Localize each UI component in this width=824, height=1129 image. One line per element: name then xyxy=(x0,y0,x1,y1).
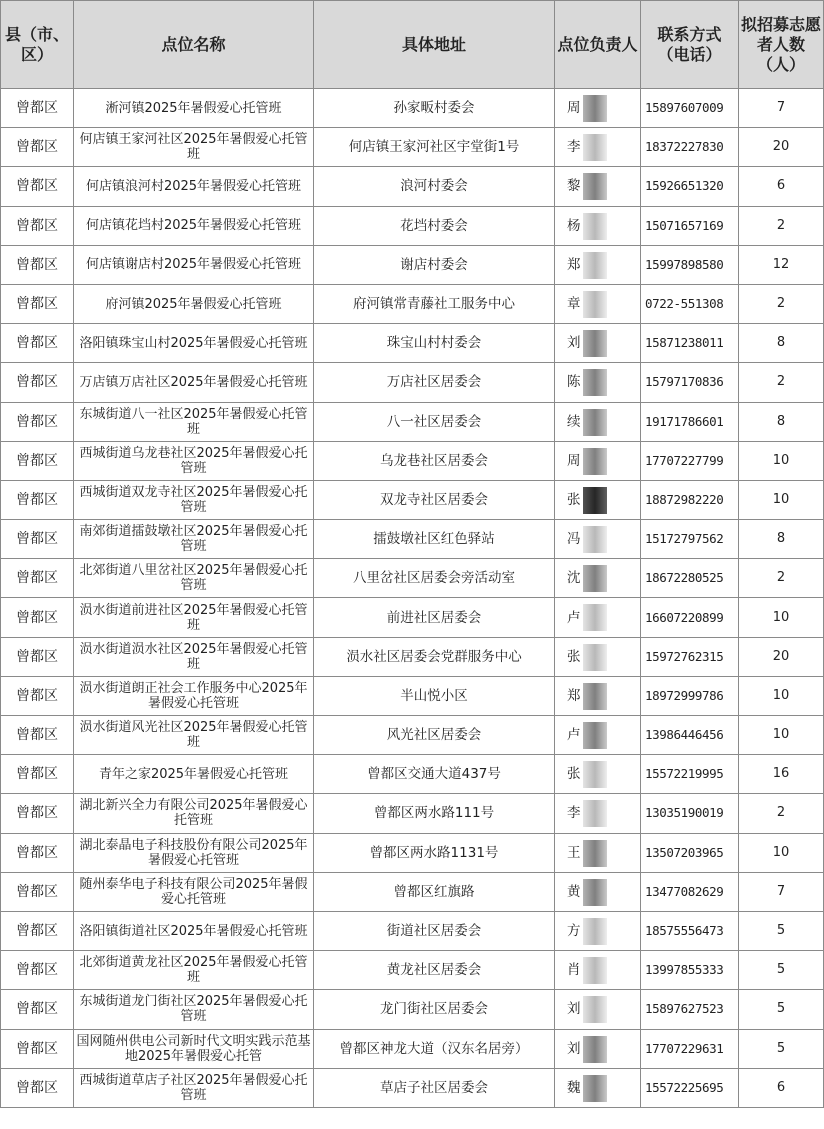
volunteer-count-cell: 12 xyxy=(739,245,824,284)
phone-cell: 17707227799 xyxy=(641,441,739,480)
address-cell: 双龙寺社区居委会 xyxy=(314,480,555,519)
person-cell xyxy=(555,128,641,167)
table-row xyxy=(1,1029,824,1068)
site-name-cell: 青年之家2025年暑假爱心托管班 xyxy=(74,755,314,794)
person-cell xyxy=(555,206,641,245)
table-row xyxy=(1,872,824,911)
redaction-mask xyxy=(583,487,607,514)
header-volunteer-count: 拟招募志愿者人数（人） xyxy=(739,1,824,89)
table-row xyxy=(1,911,824,950)
person-name: 王 xyxy=(567,844,581,861)
person-cell xyxy=(555,480,641,519)
volunteer-count-cell: 10 xyxy=(739,480,824,519)
site-name-cell: 湖北泰晶电子科技股份有限公司2025年暑假爱心托管班 xyxy=(74,833,314,872)
phone-cell: 15572225695 xyxy=(641,1068,739,1107)
person-cell xyxy=(555,89,641,128)
table-row xyxy=(1,520,824,559)
volunteer-count-cell: 20 xyxy=(739,128,824,167)
county-cell: 曾都区 xyxy=(1,480,74,519)
site-name-cell: 万店镇万店社区2025年暑假爱心托管班 xyxy=(74,363,314,402)
person-cell xyxy=(555,441,641,480)
phone-cell: 15172797562 xyxy=(641,520,739,559)
site-name-cell: 涢水街道朗正社会工作服务中心2025年暑假爱心托管班 xyxy=(74,676,314,715)
redaction-mask xyxy=(583,722,607,749)
person-name: 郑 xyxy=(567,687,581,704)
county-cell: 曾都区 xyxy=(1,951,74,990)
person-cell xyxy=(555,833,641,872)
phone-cell: 13035190019 xyxy=(641,794,739,833)
redaction-mask xyxy=(583,918,607,945)
table-row xyxy=(1,716,824,755)
county-cell: 曾都区 xyxy=(1,716,74,755)
person-cell xyxy=(555,559,641,598)
phone-cell: 15972762315 xyxy=(641,637,739,676)
phone-cell: 13477082629 xyxy=(641,872,739,911)
phone-cell: 15797170836 xyxy=(641,363,739,402)
volunteer-count-cell: 10 xyxy=(739,833,824,872)
site-name-cell: 洛阳镇街道社区2025年暑假爱心托管班 xyxy=(74,911,314,950)
site-name-cell: 湖北新兴全力有限公司2025年暑假爱心托管班 xyxy=(74,794,314,833)
table-row xyxy=(1,480,824,519)
person-name: 刘 xyxy=(567,1001,581,1018)
county-cell: 曾都区 xyxy=(1,1029,74,1068)
county-cell: 曾都区 xyxy=(1,990,74,1029)
phone-cell: 18575556473 xyxy=(641,911,739,950)
volunteer-count-cell: 2 xyxy=(739,206,824,245)
address-cell: 涢水社区居委会党群服务中心 xyxy=(314,637,555,676)
phone-cell: 13507203965 xyxy=(641,833,739,872)
redaction-mask xyxy=(583,800,607,827)
person-name: 张 xyxy=(567,766,581,783)
person-cell xyxy=(555,990,641,1029)
person-cell xyxy=(555,402,641,441)
address-cell: 府河镇常青藤社工服务中心 xyxy=(314,284,555,323)
person-cell xyxy=(555,245,641,284)
site-name-cell: 北郊街道八里岔社区2025年暑假爱心托管班 xyxy=(74,559,314,598)
phone-cell: 15071657169 xyxy=(641,206,739,245)
county-cell: 曾都区 xyxy=(1,89,74,128)
person-name: 刘 xyxy=(567,1040,581,1057)
person-name: 杨 xyxy=(567,217,581,234)
volunteer-count-cell: 7 xyxy=(739,872,824,911)
table-row xyxy=(1,598,824,637)
county-cell: 曾都区 xyxy=(1,755,74,794)
site-name-cell: 何店镇浪河村2025年暑假爱心托管班 xyxy=(74,167,314,206)
redaction-mask xyxy=(583,1036,607,1063)
volunteer-count-cell: 5 xyxy=(739,951,824,990)
site-name-cell: 西城街道双龙寺社区2025年暑假爱心托管班 xyxy=(74,480,314,519)
volunteer-count-cell: 6 xyxy=(739,167,824,206)
county-cell: 曾都区 xyxy=(1,833,74,872)
volunteer-count-cell: 8 xyxy=(739,520,824,559)
redaction-mask xyxy=(583,644,607,671)
person-cell xyxy=(555,716,641,755)
site-name-cell: 洛阳镇珠宝山村2025年暑假爱心托管班 xyxy=(74,324,314,363)
person-name: 冯 xyxy=(567,531,581,548)
volunteer-count-cell: 7 xyxy=(739,89,824,128)
person-cell xyxy=(555,1029,641,1068)
address-cell: 黄龙社区居委会 xyxy=(314,951,555,990)
table-row xyxy=(1,755,824,794)
person-name: 黄 xyxy=(567,883,581,900)
table-row xyxy=(1,167,824,206)
redaction-mask xyxy=(583,1075,607,1102)
county-cell: 曾都区 xyxy=(1,128,74,167)
redaction-mask xyxy=(583,957,607,984)
phone-cell: 18872982220 xyxy=(641,480,739,519)
address-cell: 花垱村委会 xyxy=(314,206,555,245)
volunteer-count-cell: 2 xyxy=(739,284,824,323)
table-row xyxy=(1,324,824,363)
header-county: 县（市、区） xyxy=(1,1,74,89)
table-row xyxy=(1,284,824,323)
person-cell xyxy=(555,1068,641,1107)
person-cell xyxy=(555,676,641,715)
redaction-mask xyxy=(583,252,607,279)
volunteer-count-cell: 5 xyxy=(739,1029,824,1068)
table-row xyxy=(1,128,824,167)
county-cell: 曾都区 xyxy=(1,402,74,441)
phone-cell: 18372227830 xyxy=(641,128,739,167)
person-cell xyxy=(555,363,641,402)
table-row xyxy=(1,441,824,480)
person-name: 周 xyxy=(567,100,581,117)
table-row xyxy=(1,245,824,284)
address-cell: 曾都区两水路1131号 xyxy=(314,833,555,872)
county-cell: 曾都区 xyxy=(1,676,74,715)
person-name: 黎 xyxy=(567,178,581,195)
volunteer-count-cell: 20 xyxy=(739,637,824,676)
table-row xyxy=(1,1068,824,1107)
site-name-cell: 涢水街道风光社区2025年暑假爱心托管班 xyxy=(74,716,314,755)
address-cell: 曾都区交通大道437号 xyxy=(314,755,555,794)
volunteer-count-cell: 5 xyxy=(739,911,824,950)
header-site-name: 点位名称 xyxy=(74,1,314,89)
redaction-mask xyxy=(583,683,607,710)
address-cell: 草店子社区居委会 xyxy=(314,1068,555,1107)
redaction-mask xyxy=(583,173,607,200)
header-person-in-charge: 点位负责人 xyxy=(555,1,641,89)
redaction-mask xyxy=(583,95,607,122)
address-cell: 珠宝山村村委会 xyxy=(314,324,555,363)
county-cell: 曾都区 xyxy=(1,441,74,480)
site-name-cell: 随州泰华电子科技有限公司2025年暑假爱心托管班 xyxy=(74,872,314,911)
person-cell xyxy=(555,520,641,559)
address-cell: 街道社区居委会 xyxy=(314,911,555,950)
person-name: 张 xyxy=(567,648,581,665)
county-cell: 曾都区 xyxy=(1,794,74,833)
person-name: 卢 xyxy=(567,727,581,744)
site-name-cell: 国网随州供电公司新时代文明实践示范基地2025年暑假爱心托管 xyxy=(74,1029,314,1068)
person-cell xyxy=(555,284,641,323)
site-name-cell: 东城街道八一社区2025年暑假爱心托管班 xyxy=(74,402,314,441)
table-row xyxy=(1,89,824,128)
address-cell: 乌龙巷社区居委会 xyxy=(314,441,555,480)
address-cell: 半山悦小区 xyxy=(314,676,555,715)
redaction-mask xyxy=(583,213,607,240)
phone-cell: 18672280525 xyxy=(641,559,739,598)
volunteer-count-cell: 10 xyxy=(739,598,824,637)
site-name-cell: 何店镇谢店村2025年暑假爱心托管班 xyxy=(74,245,314,284)
person-cell xyxy=(555,951,641,990)
redaction-mask xyxy=(583,840,607,867)
person-name: 李 xyxy=(567,805,581,822)
table-row xyxy=(1,833,824,872)
header-row xyxy=(1,1,824,89)
redaction-mask xyxy=(583,448,607,475)
redaction-mask xyxy=(583,604,607,631)
person-name: 沈 xyxy=(567,570,581,587)
person-name: 周 xyxy=(567,452,581,469)
volunteer-count-cell: 10 xyxy=(739,716,824,755)
site-name-cell: 涢水街道涢水社区2025年暑假爱心托管班 xyxy=(74,637,314,676)
volunteer-count-cell: 8 xyxy=(739,402,824,441)
address-cell: 何店镇王家河社区宇堂街1号 xyxy=(314,128,555,167)
redaction-mask xyxy=(583,409,607,436)
county-cell: 曾都区 xyxy=(1,598,74,637)
table-row xyxy=(1,676,824,715)
person-cell xyxy=(555,872,641,911)
site-name-cell: 何店镇花垱村2025年暑假爱心托管班 xyxy=(74,206,314,245)
redaction-mask xyxy=(583,526,607,553)
table-row xyxy=(1,559,824,598)
person-cell xyxy=(555,598,641,637)
phone-cell: 13997855333 xyxy=(641,951,739,990)
redaction-mask xyxy=(583,565,607,592)
address-cell: 前进社区居委会 xyxy=(314,598,555,637)
phone-cell: 15572219995 xyxy=(641,755,739,794)
county-cell: 曾都区 xyxy=(1,167,74,206)
phone-cell: 19171786601 xyxy=(641,402,739,441)
address-cell: 八一社区居委会 xyxy=(314,402,555,441)
county-cell: 曾都区 xyxy=(1,1068,74,1107)
person-cell xyxy=(555,167,641,206)
county-cell: 曾都区 xyxy=(1,206,74,245)
phone-cell: 18972999786 xyxy=(641,676,739,715)
volunteer-count-cell: 2 xyxy=(739,559,824,598)
redaction-mask xyxy=(583,761,607,788)
volunteer-count-cell: 10 xyxy=(739,676,824,715)
redaction-mask xyxy=(583,134,607,161)
person-name: 章 xyxy=(567,296,581,313)
county-cell: 曾都区 xyxy=(1,520,74,559)
phone-cell: 13986446456 xyxy=(641,716,739,755)
person-cell xyxy=(555,794,641,833)
person-name: 卢 xyxy=(567,609,581,626)
volunteer-count-cell: 8 xyxy=(739,324,824,363)
address-cell: 龙门街社区居委会 xyxy=(314,990,555,1029)
address-cell: 万店社区居委会 xyxy=(314,363,555,402)
county-cell: 曾都区 xyxy=(1,872,74,911)
site-name-cell: 南郊街道擂鼓墩社区2025年暑假爱心托管班 xyxy=(74,520,314,559)
phone-cell: 15926651320 xyxy=(641,167,739,206)
table-row xyxy=(1,637,824,676)
phone-cell: 16607220899 xyxy=(641,598,739,637)
table-row xyxy=(1,206,824,245)
person-name: 张 xyxy=(567,491,581,508)
person-name: 陈 xyxy=(567,374,581,391)
person-name: 续 xyxy=(567,413,581,430)
volunteer-count-cell: 5 xyxy=(739,990,824,1029)
table-row xyxy=(1,794,824,833)
header-phone: 联系方式（电话） xyxy=(641,1,739,89)
redaction-mask xyxy=(583,369,607,396)
volunteer-count-cell: 2 xyxy=(739,794,824,833)
phone-cell: 17707229631 xyxy=(641,1029,739,1068)
address-cell: 曾都区两水路111号 xyxy=(314,794,555,833)
site-name-cell: 北郊街道黄龙社区2025年暑假爱心托管班 xyxy=(74,951,314,990)
header-address: 具体地址 xyxy=(314,1,555,89)
redaction-mask xyxy=(583,291,607,318)
redaction-mask xyxy=(583,996,607,1023)
site-name-cell: 淅河镇2025年暑假爱心托管班 xyxy=(74,89,314,128)
county-cell: 曾都区 xyxy=(1,911,74,950)
county-cell: 曾都区 xyxy=(1,559,74,598)
person-name: 方 xyxy=(567,923,581,940)
phone-cell: 15897627523 xyxy=(641,990,739,1029)
county-cell: 曾都区 xyxy=(1,637,74,676)
volunteer-count-cell: 10 xyxy=(739,441,824,480)
person-name: 肖 xyxy=(567,962,581,979)
table-row xyxy=(1,990,824,1029)
site-name-cell: 西城街道草店子社区2025年暑假爱心托管班 xyxy=(74,1068,314,1107)
person-name: 李 xyxy=(567,139,581,156)
phone-cell: 0722-551308 xyxy=(641,284,739,323)
person-cell xyxy=(555,755,641,794)
person-name: 魏 xyxy=(567,1079,581,1096)
table-row xyxy=(1,951,824,990)
phone-cell: 15871238011 xyxy=(641,324,739,363)
person-cell xyxy=(555,637,641,676)
address-cell: 曾都区红旗路 xyxy=(314,872,555,911)
table-row xyxy=(1,402,824,441)
address-cell: 孙家畈村委会 xyxy=(314,89,555,128)
address-cell: 谢店村委会 xyxy=(314,245,555,284)
person-name: 郑 xyxy=(567,256,581,273)
site-name-cell: 东城街道龙门街社区2025年暑假爱心托管班 xyxy=(74,990,314,1029)
table-row xyxy=(1,363,824,402)
site-name-cell: 何店镇王家河社区2025年暑假爱心托管班 xyxy=(74,128,314,167)
person-cell xyxy=(555,911,641,950)
redaction-mask xyxy=(583,330,607,357)
person-cell xyxy=(555,324,641,363)
address-cell: 擂鼓墩社区红色驿站 xyxy=(314,520,555,559)
address-cell: 八里岔社区居委会旁活动室 xyxy=(314,559,555,598)
address-cell: 曾都区神龙大道（汉东名居旁） xyxy=(314,1029,555,1068)
redaction-mask xyxy=(583,879,607,906)
person-name: 刘 xyxy=(567,335,581,352)
address-cell: 风光社区居委会 xyxy=(314,716,555,755)
county-cell: 曾都区 xyxy=(1,284,74,323)
county-cell: 曾都区 xyxy=(1,324,74,363)
county-cell: 曾都区 xyxy=(1,245,74,284)
phone-cell: 15997898580 xyxy=(641,245,739,284)
site-name-cell: 西城街道乌龙巷社区2025年暑假爱心托管班 xyxy=(74,441,314,480)
phone-cell: 15897607009 xyxy=(641,89,739,128)
site-name-cell: 府河镇2025年暑假爱心托管班 xyxy=(74,284,314,323)
site-name-cell: 涢水街道前进社区2025年暑假爱心托管班 xyxy=(74,598,314,637)
volunteer-count-cell: 16 xyxy=(739,755,824,794)
county-cell: 曾都区 xyxy=(1,363,74,402)
volunteer-count-cell: 6 xyxy=(739,1068,824,1107)
address-cell: 浪河村委会 xyxy=(314,167,555,206)
volunteer-count-cell: 2 xyxy=(739,363,824,402)
